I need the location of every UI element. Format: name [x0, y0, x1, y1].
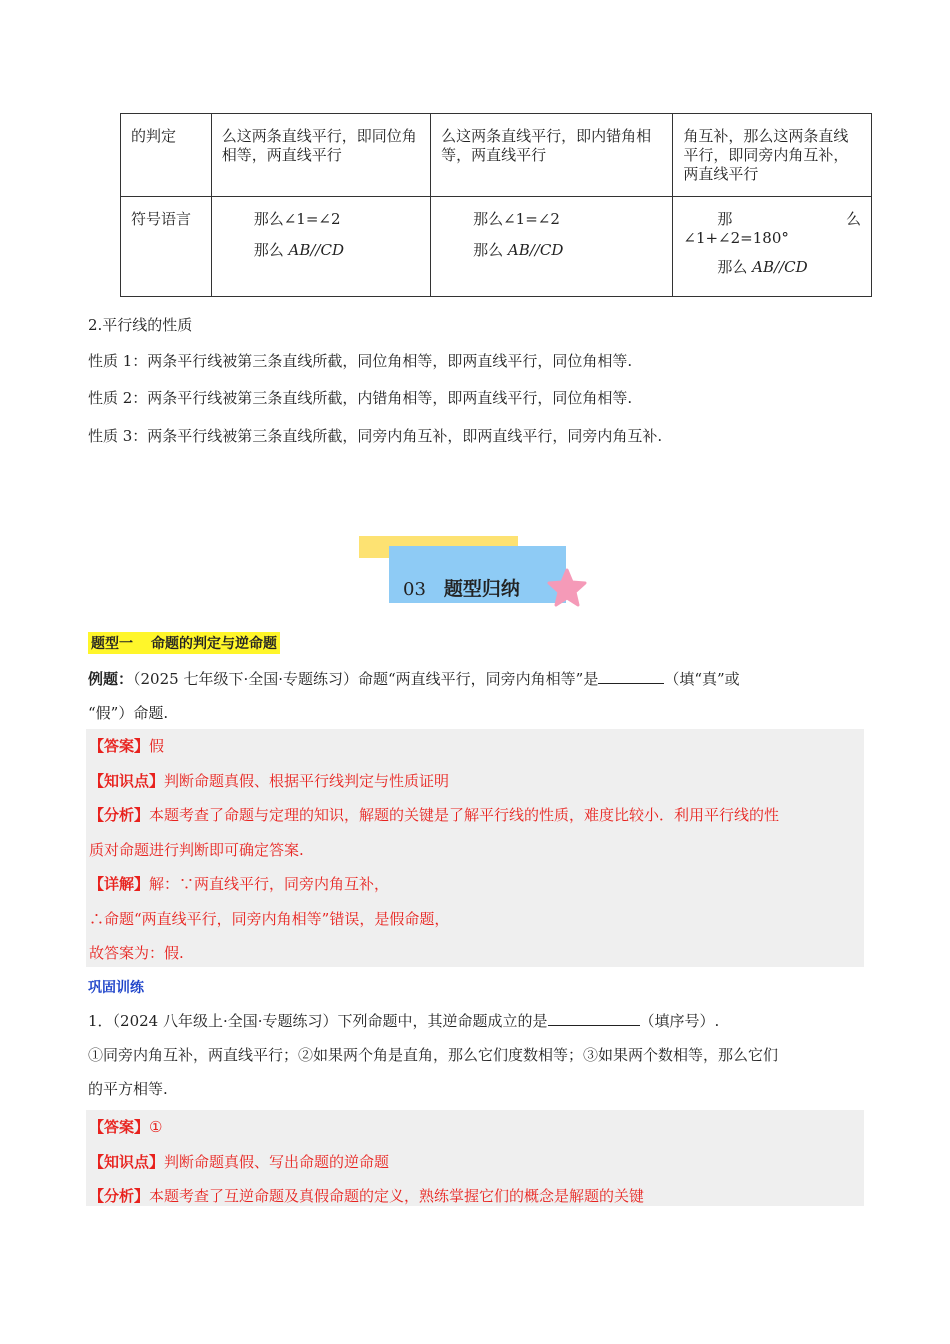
answer-value: ① — [149, 1118, 163, 1136]
symbol-line — [254, 241, 420, 260]
property-line: 性质 2：两条平行线被第三条直线所截，内错角相等，即两直线平行，同位角相等. — [88, 389, 633, 407]
answer-blank[interactable] — [548, 1011, 640, 1026]
detail-line: 故答案为：假. — [89, 944, 184, 962]
symbol-word: 那 — [717, 210, 733, 228]
symbol-line: 那么∠1=∠2 — [253, 210, 341, 228]
type-label: 题型一 — [91, 636, 133, 652]
table-cell: 么这两条直线平行，即同位角相等，两直线平行 — [211, 114, 430, 197]
question-text: 的平方相等. — [88, 1080, 168, 1098]
analysis-line — [86, 1179, 864, 1214]
table-cell — [431, 197, 673, 297]
example-label: 例题： — [88, 670, 134, 688]
table-row — [121, 114, 872, 197]
detail-line: ∴命题“两直线平行，同旁内角相等”错误，是假命题， — [89, 909, 450, 928]
solution-box — [86, 729, 864, 967]
math-expression: AB//CD — [752, 258, 808, 276]
symbol-prefix: 那么 — [717, 258, 748, 276]
symbol-line — [683, 210, 861, 229]
symbol-prefix: 那么 — [473, 241, 504, 259]
answer-line — [86, 729, 864, 764]
symbol-line — [683, 258, 861, 277]
math-expression: AB//CD — [507, 241, 564, 259]
solution-box — [86, 1110, 864, 1206]
star-icon — [547, 568, 587, 608]
analysis-line — [86, 798, 864, 833]
symbol-line — [473, 241, 662, 260]
example-question — [88, 662, 868, 730]
table-cell: 角互补，那么这两条直线平行，即同旁内角互补，两直线平行 — [673, 114, 872, 197]
practice-heading: 巩固训练 — [88, 980, 144, 996]
section-heading: 2.平行线的性质 — [88, 316, 193, 334]
symbol-line: ∠1+∠2=180° — [683, 229, 789, 247]
table-cell: 符号语言 — [121, 197, 212, 297]
detail-line — [86, 867, 864, 902]
answer-label: 【答案】 — [89, 1118, 150, 1136]
banner-number: 03 — [403, 579, 426, 600]
analysis-label: 【分析】 — [89, 806, 150, 824]
symbol-prefix: 那么 — [253, 241, 284, 259]
answer-line — [86, 1110, 864, 1145]
answer-value: 假 — [149, 737, 165, 755]
property-line: 性质 1：两条平行线被第三条直线所截，同位角相等，即两直线平行，同位角相等. — [88, 352, 633, 370]
answer-blank[interactable] — [598, 669, 664, 684]
section-banner — [403, 574, 520, 601]
property-line: 性质 3：两条平行线被第三条直线所截，同旁内角互补，即两直线平行，同旁内角互补. — [88, 427, 663, 445]
knowledge-label: 【知识点】 — [89, 771, 165, 790]
question-type-heading — [88, 632, 280, 654]
math-expression: AB//CD — [288, 241, 344, 259]
parallel-criteria-table — [120, 113, 872, 297]
detail-label: 【详解】 — [89, 875, 150, 893]
symbol-line: 那么∠1=∠2 — [473, 210, 560, 228]
answer-label: 【答案】 — [89, 737, 150, 755]
analysis-text: 本题考查了命题与定理的知识，解题的关键是了解平行线的性质，难度比较小．利用平行线的性 — [149, 806, 780, 824]
question-text: （填序号）. — [639, 1012, 720, 1030]
table-row — [121, 197, 872, 297]
example-text: “假”）命题. — [88, 704, 169, 722]
example-text: （2025 七年级下·全国·专题练习）命题“两直线平行，同旁内角相等”是 — [133, 670, 599, 688]
table-cell — [211, 197, 430, 297]
table-cell: 的判定 — [121, 114, 212, 197]
analysis-label: 【分析】 — [89, 1187, 150, 1205]
analysis-line: 质对命题进行判断即可确定答案. — [89, 840, 304, 859]
knowledge-line — [86, 1145, 864, 1180]
question-text: 1．（2024 八年级上·全国·专题练习）下列命题中，其逆命题成立的是 — [88, 1012, 548, 1030]
knowledge-value: 判断命题真假、写出命题的逆命题 — [164, 1152, 390, 1171]
table-cell: 么这两条直线平行，即内错角相等，两直线平行 — [431, 114, 673, 197]
knowledge-value: 判断命题真假、根据平行线判定与性质证明 — [164, 771, 450, 790]
banner-title: 题型归纳 — [443, 578, 520, 600]
symbol-word: 么 — [845, 210, 861, 228]
question-text: ①同旁内角互补，两直线平行；②如果两个角是直角，那么它们度数相等；③如果两个数相等，那么它们 — [88, 1046, 779, 1064]
example-text: （填“真”或 — [664, 670, 740, 688]
type-title: 命题的判定与逆命题 — [151, 636, 277, 652]
knowledge-line — [86, 764, 864, 799]
analysis-text: 本题考查了互逆命题及真假命题的定义，熟练掌握它们的概念是解题的关键 — [149, 1187, 645, 1205]
detail-text: 解：∵两直线平行，同旁内角互补， — [149, 875, 390, 893]
table-cell — [673, 197, 872, 297]
knowledge-label: 【知识点】 — [89, 1152, 165, 1171]
practice-question — [88, 1004, 868, 1106]
